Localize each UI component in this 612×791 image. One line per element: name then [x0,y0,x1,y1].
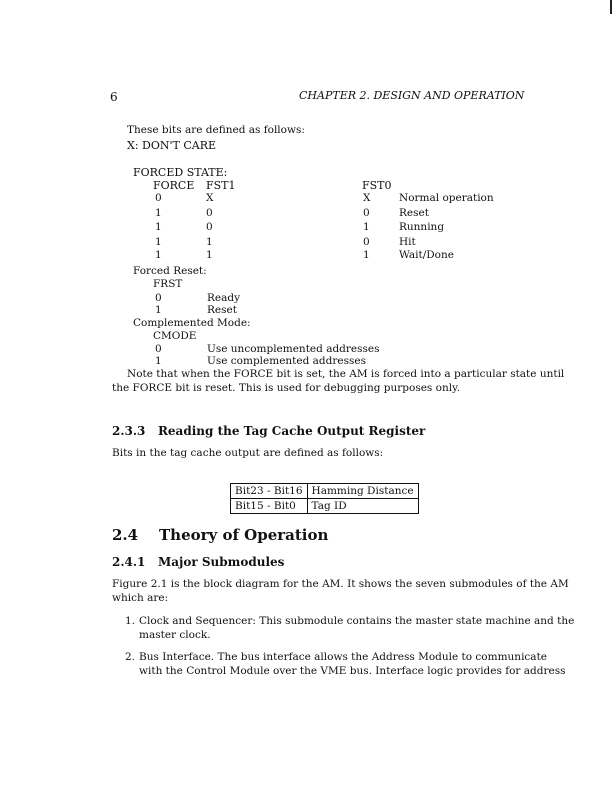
fs-row-desc: Normal operation [399,192,494,204]
cm-row-val: 0 [155,343,162,355]
complemented-mode-col: CMODE [153,330,197,342]
cm-row-desc: Use complemented addresses [207,355,366,367]
fs-row-fst0: 0 [363,236,370,248]
table-row [231,499,419,514]
section-24-heading [112,526,328,544]
table-cell-bits: Bit15 - Bit0 [231,499,308,514]
fs-row-fst0: X [363,192,371,204]
section-241-intro-line-1: Figure 2.1 is the block diagram for the AM. It shows the seven submodules of the AM [112,578,569,590]
forced-state-col-force: FORCE [153,179,195,192]
cm-row-val: 1 [155,355,162,367]
section-241-heading [112,555,284,569]
table-cell-meaning: Tag ID [311,500,347,512]
fs-row-fst1: 1 [206,249,213,261]
fs-row-force: 1 [155,207,162,219]
fr-row-val: 1 [155,304,162,316]
forced-state-col-fst0: FST0 [362,179,392,192]
fs-row-fst0: 1 [363,221,370,233]
chapter-header: CHAPTER 2. DESIGN AND OPERATION [299,89,525,102]
fs-row-desc: Running [399,221,445,233]
note-line-1: Note that when the FORCE bit is set, the AM is forced into a particular state until [127,368,565,380]
bits-defined-text: These bits are defined as follows: [127,124,305,136]
list-item-line: with the Control Module over the VME bus. Interface logic provides for address [139,665,566,677]
fs-row-force: 0 [155,192,162,204]
fr-row-val: 0 [155,292,162,304]
fr-row-desc: Reset [207,304,237,316]
section-number: 2.4.1 [112,555,146,569]
note-line-2: the FORCE bit is reset. This is used for debugging purposes only. [112,382,460,394]
fs-row-force: 1 [155,249,162,261]
fs-row-fst0: 1 [363,249,370,261]
fs-row-desc: Wait/Done [399,249,454,261]
complemented-mode-title: Complemented Mode: [133,317,251,329]
list-item-number: 2. [125,651,136,663]
table-cell-meaning: Hamming Distance [307,484,418,499]
section-title: Theory of Operation [159,526,329,544]
fs-row-desc: Hit [399,236,416,248]
section-number: 2.3.3 [112,424,146,438]
dont-care-text: X: DON'T CARE [127,139,217,152]
cm-row-desc: Use uncomplemented addresses [207,343,380,355]
list-item-line: Clock and Sequencer: This submodule contains the master state machine and the [139,615,575,627]
fs-row-fst1: 0 [206,221,213,233]
list-item-line: master clock. [139,629,211,641]
tag-cache-table [230,483,419,514]
list-item-number: 1. [125,615,136,627]
forced-reset-col: FRST [153,278,183,290]
section-title: Major Submodules [157,555,285,569]
page-number: 6 [110,90,118,104]
table-cell-bits: Bit23 - Bit16 [231,484,308,499]
section-number: 2.4 [112,526,139,544]
fs-row-fst0: 0 [363,207,370,219]
fs-row-fst1: 0 [206,207,213,219]
list-item-line: Bus Interface. The bus interface allows the Address Module to communicate [139,651,547,663]
forced-state-col-fst1: FST1 [206,179,236,192]
fs-row-desc: Reset [399,207,429,219]
fs-row-force: 1 [155,221,162,233]
section-241-intro-line-2: which are: [112,592,169,604]
fr-row-desc: Ready [207,292,241,304]
fs-row-fst1: X [206,192,214,204]
fs-row-force: 1 [155,236,162,248]
section-233-heading [112,424,425,438]
forced-state-title: FORCED STATE: [133,166,228,179]
table-row [231,484,419,499]
section-233-intro: Bits in the tag cache output are defined as follows: [112,447,384,459]
forced-reset-title: Forced Reset: [133,265,207,277]
section-title: Reading the Tag Cache Output Register [157,424,426,438]
fs-row-fst1: 1 [206,236,213,248]
